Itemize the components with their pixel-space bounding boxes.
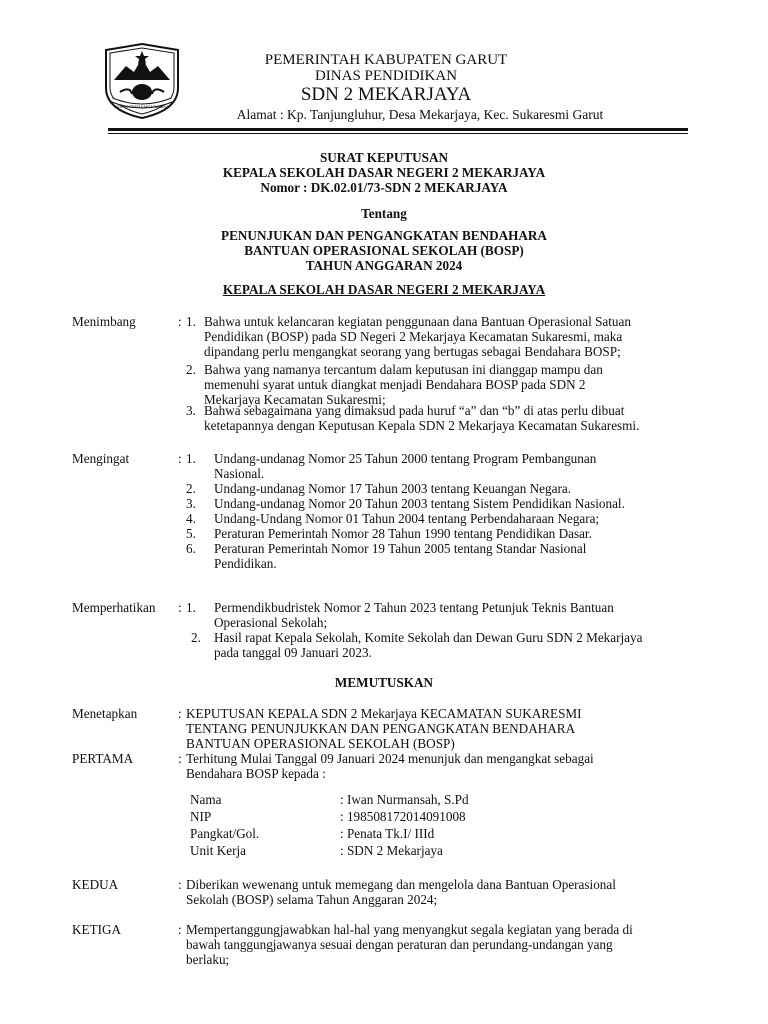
text-line: Bendahara BOSP kepada : [186, 766, 326, 781]
menimbang-num-2: 2. [186, 362, 196, 377]
subject-line-2: BANTUAN OPERASIONAL SEKOLAH (BOSP) [244, 243, 524, 258]
pertama-text [186, 751, 698, 781]
title-number: Nomor : DK.02.01/73-SDN 2 MEKARJAYA [260, 180, 508, 195]
menetapkan-text [186, 706, 698, 751]
menimbang-label: Menimbang [72, 314, 136, 329]
menimbang-num-3: 3. [186, 403, 196, 418]
letterhead-rule-thin [108, 133, 688, 134]
text-line: Bahwa sebagaimana yang dimaksud pada huruf “a” dan “b” di atas perlu dibuat [204, 403, 625, 418]
letterhead-rule-thick [108, 128, 688, 131]
text-line: pada tanggal 09 Januari 2023. [214, 645, 372, 660]
menimbang-item-3 [204, 403, 698, 433]
header-government: PEMERINTAH KABUPATEN GARUT [264, 52, 508, 68]
person-rank-key: Pangkat/Gol. [190, 826, 260, 841]
person-name-key: Nama [190, 792, 222, 807]
memperhatikan-num-1: 1. [186, 600, 196, 615]
ketiga-text [186, 922, 698, 967]
mengingat-num-1: 1. [186, 451, 196, 466]
ketiga-label: KETIGA [72, 922, 122, 937]
person-rank-value: : Penata Tk.I/ IIId [340, 826, 435, 841]
kedua-text [186, 877, 698, 907]
pertama-colon: : [178, 751, 182, 766]
text-line: bawah tanggungjawanya sesuai dengan peraturan dan perundang-undangan yang [186, 937, 613, 952]
subject-line-1: PENUNJUKAN DAN PENGANGKATAN BENDAHARA [221, 228, 547, 243]
issuer-heading: KEPALA SEKOLAH DASAR NEGERI 2 MEKARJAYA [222, 282, 546, 297]
kedua-colon: : [178, 877, 182, 892]
text-line: Mekarjaya Kecamatan Sukaresmi; [204, 392, 386, 407]
menetapkan-label: Menetapkan [72, 706, 138, 721]
mengingat-item-6 [214, 541, 698, 571]
memutuskan-heading: MEMUTUSKAN [334, 675, 434, 690]
issuer-heading-wrap [0, 282, 768, 298]
text-line: TENTANG PENUNJUKKAN DAN PENGANGKATAN BENDAHARA [186, 721, 576, 736]
text-line: Operasional Sekolah; [214, 615, 328, 630]
mengingat-item-1 [214, 451, 698, 481]
person-nip-value: : 198508172014091008 [340, 809, 466, 824]
header-department: DINAS PENDIDIKAN [314, 68, 458, 84]
text-line: memenuhi syarat untuk diangkat menjadi Bendahara BOSP pada SDN 2 [204, 377, 586, 392]
text-line: Peraturan Pemerintah Nomor 19 Tahun 2005 tentang Standar Nasional [214, 541, 587, 556]
mengingat-num-4: 4. [186, 511, 196, 526]
kedua-label: KEDUA [72, 877, 119, 892]
menetapkan-colon: : [178, 706, 182, 721]
title-tentang: Tentang [361, 206, 407, 221]
header-school: SDN 2 MEKARJAYA [300, 84, 472, 105]
mengingat-item-2: Undang-undanag Nomor 17 Tahun 2003 tentang Keuangan Negara. [214, 481, 571, 496]
mengingat-num-5: 5. [186, 526, 196, 541]
garut-regency-logo [100, 42, 184, 120]
memperhatikan-item-1 [214, 600, 698, 630]
text-line: Permendikbudristek Nomor 2 Tahun 2023 tentang Petunjuk Teknis Bantuan [214, 600, 614, 615]
text-line: Hasil rapat Kepala Sekolah, Komite Sekolah dan Dewan Guru SDN 2 Mekarjaya [214, 630, 643, 645]
text-line: Undang-undanag Nomor 25 Tahun 2000 tentang Program Pembangunan [214, 451, 597, 466]
text-line: Bahwa untuk kelancaran kegiatan penggunaan dana Bantuan Operasional Satuan [204, 314, 631, 329]
mengingat-item-4: Undang-Undang Nomor 01 Tahun 2004 tentang Perbendaharaan Negara; [214, 511, 600, 526]
memperhatikan-item-2 [214, 630, 698, 660]
memperhatikan-colon: : [178, 600, 182, 615]
mengingat-num-2: 2. [186, 481, 196, 496]
text-line: Pendidikan (BOSP) pada SD Negeri 2 Mekarjaya Kecamatan Sukaresmi, maka [204, 329, 623, 344]
text-line: Nasional. [214, 466, 265, 481]
mengingat-item-5: Peraturan Pemerintah Nomor 28 Tahun 1990 tentang Pendidikan Dasar. [214, 526, 592, 541]
person-nip-key: NIP [190, 809, 212, 824]
memperhatikan-num-2: 2. [191, 630, 201, 645]
title-issuer-line: KEPALA SEKOLAH DASAR NEGERI 2 MEKARJAYA [222, 165, 546, 180]
menimbang-item-1 [204, 314, 698, 359]
menimbang-item-2 [204, 362, 698, 407]
person-unit-key: Unit Kerja [190, 843, 247, 858]
text-line: dipandang perlu mengangkat seorang yang bertugas sebagai Bendahara BOSP; [204, 344, 621, 359]
header-address: Alamat : Kp. Tanjungluhur, Desa Mekarjaya, Kec. Sukaresmi Garut [236, 107, 604, 122]
text-line: KEPUTUSAN KEPALA SDN 2 Mekarjaya KECAMATAN SUKARESMI [186, 706, 582, 721]
text-line: Terhitung Mulai Tanggal 09 Januari 2024 menunjuk dan mengangkat sebagai [186, 751, 594, 766]
ketiga-colon: : [178, 922, 182, 937]
menimbang-num-1: 1. [186, 314, 196, 329]
text-line: ketetapannya dengan Keputusan Kepala SDN 2 Mekarjaya Kecamatan Sukaresmi. [204, 418, 640, 433]
person-name-value: : Iwan Nurmansah, S.Pd [340, 792, 469, 807]
mengingat-num-6: 6. [186, 541, 196, 556]
mengingat-num-3: 3. [186, 496, 196, 511]
svg-text:TATA TENTREM KARTA RAHARJA: TATA TENTREM KARTA RAHARJA [113, 105, 171, 109]
mengingat-colon: : [178, 451, 182, 466]
subject-line-3: TAHUN ANGGARAN 2024 [305, 258, 463, 273]
pertama-label: PERTAMA [72, 751, 134, 766]
menimbang-colon: : [178, 314, 182, 329]
text-line: Bahwa yang namanya tercantum dalam keputusan ini dianggap mampu dan [204, 362, 603, 377]
mengingat-item-3: Undang-undanag Nomor 20 Tahun 2003 tentang Sistem Pendidikan Nasional. [214, 496, 625, 511]
person-unit-value: : SDN 2 Mekarjaya [340, 843, 443, 858]
text-line: BANTUAN OPERASIONAL SEKOLAH (BOSP) [186, 736, 455, 751]
memperhatikan-label: Memperhatikan [72, 600, 156, 615]
text-line: Mempertanggungjawabkan hal-hal yang menyangkut segala kegiatan yang berada di [186, 922, 633, 937]
text-line: Diberikan wewenang untuk memegang dan mengelola dana Bantuan Operasional [186, 877, 616, 892]
mengingat-label: Mengingat [72, 451, 130, 466]
text-line: Sekolah (BOSP) selama Tahun Anggaran 2024; [186, 892, 438, 907]
text-line: berlaku; [186, 952, 230, 967]
title-surat-keputusan: SURAT KEPUTUSAN [319, 150, 449, 165]
text-line: Pendidikan. [214, 556, 277, 571]
